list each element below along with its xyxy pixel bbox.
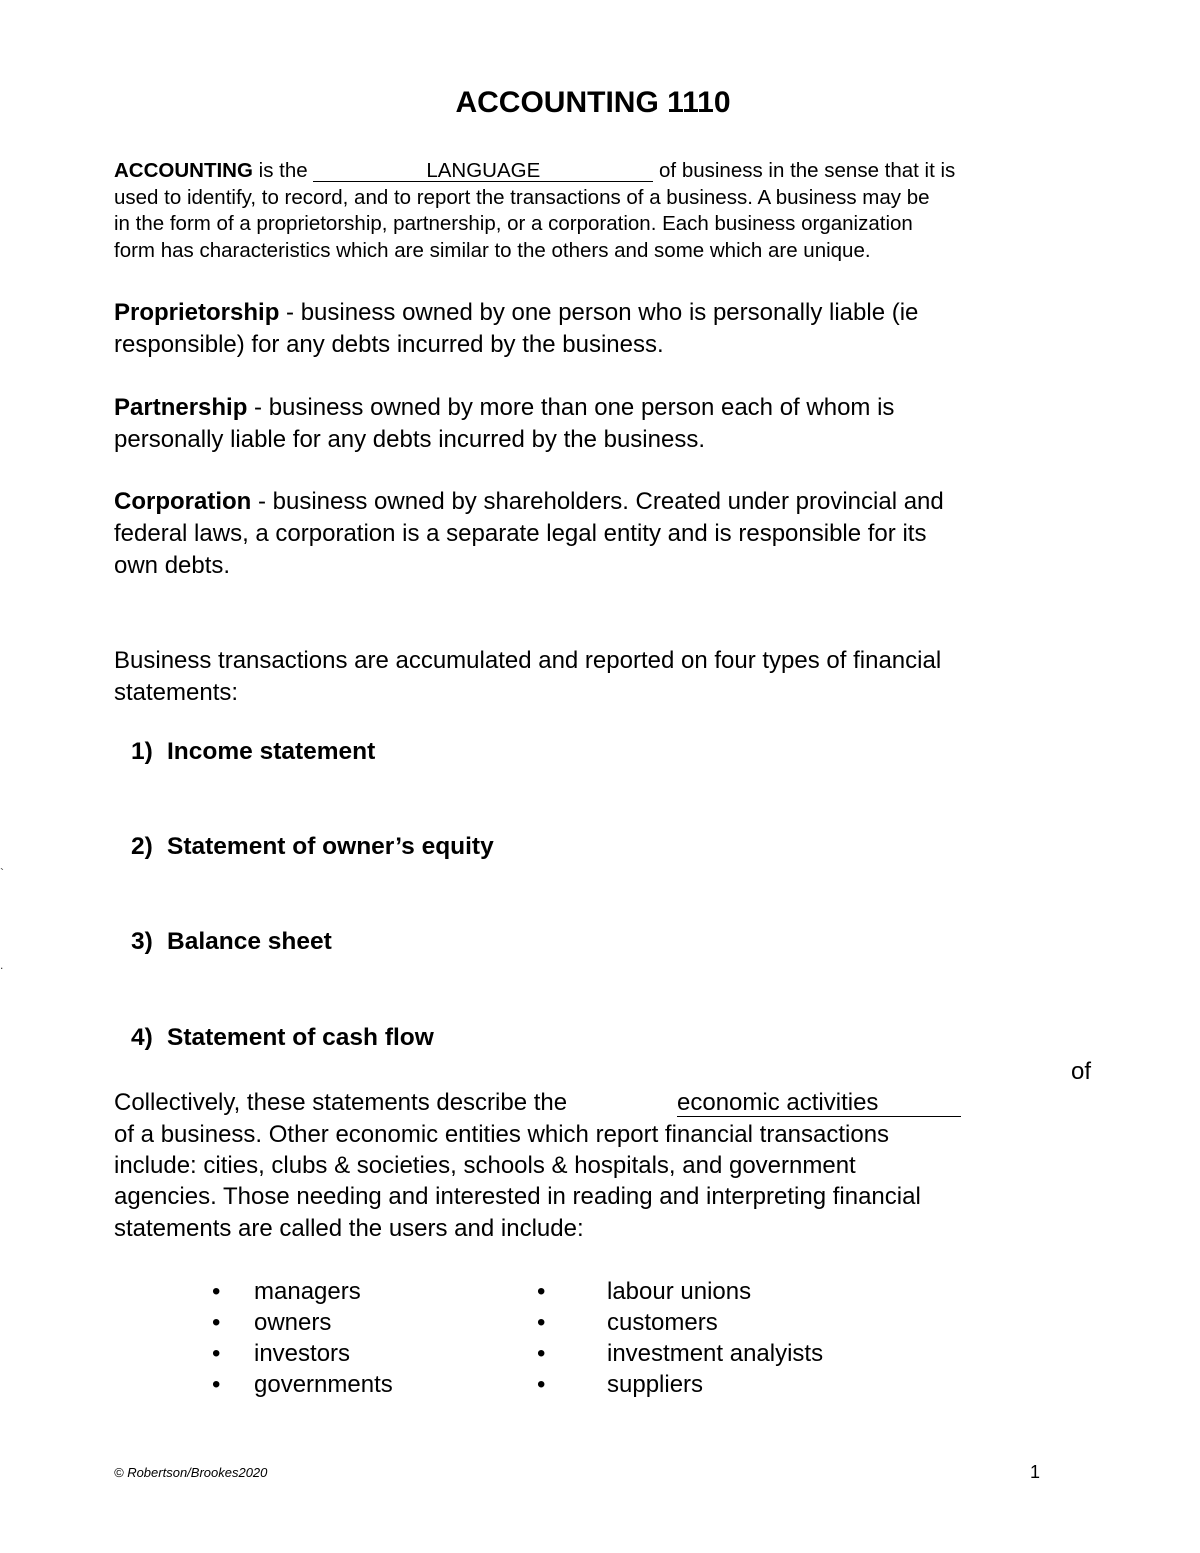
intro-term: ACCOUNTING (114, 159, 253, 182)
bullet: • (537, 1371, 546, 1398)
statement-item (131, 738, 375, 766)
economic-activities-answer: economic activities (677, 1090, 961, 1117)
corporation-def: - business owned by shareholders. Created under provincial and (251, 488, 944, 515)
statement-label: Balance sheet (167, 928, 332, 955)
statement-number: 1) (131, 738, 153, 765)
list-item (537, 1276, 937, 1307)
statements-intro-line-1: Business transactions are accumulated and reported on four types of financial (114, 647, 942, 674)
statement-number: 2) (131, 833, 153, 860)
bullet: • (537, 1278, 546, 1305)
margin-mark: . (0, 958, 4, 972)
bullet: • (212, 1340, 221, 1367)
list-item (537, 1338, 937, 1369)
list-item (212, 1369, 512, 1400)
proprietorship-term: Proprietorship (114, 299, 280, 326)
statements-intro-line-2: statements: (114, 679, 239, 706)
collectively-line-5: statements are called the users and include: (114, 1215, 584, 1242)
language-blank (313, 161, 653, 182)
collectively-line-2: of a business. Other economic entities which report financial transactions (114, 1121, 890, 1148)
language-blank-answer: LANGUAGE (426, 159, 541, 182)
stray-of: of (1071, 1058, 1092, 1085)
user-label: investors (254, 1340, 351, 1367)
user-label: managers (254, 1278, 361, 1305)
collectively-line-3: include: cities, clubs & societies, schools & hospitals, and government (114, 1152, 856, 1179)
collectively-line-1: Collectively, these statements describe the (114, 1089, 568, 1116)
footer-copyright: © Robertson/Brookes2020 (114, 1465, 268, 1480)
users-list-right (537, 1276, 937, 1406)
intro-line-4: form has characteristics which are similar to the others and some which are unique. (114, 239, 871, 262)
user-label: owners (254, 1309, 332, 1336)
partnership-line-2: personally liable for any debts incurred by the business. (114, 426, 705, 453)
partnership-def: - business owned by more than one person each of whom is (247, 394, 895, 421)
corporation-line-3: own debts. (114, 552, 231, 579)
corporation-term: Corporation (114, 488, 252, 515)
list-item (212, 1307, 512, 1338)
user-label: suppliers (607, 1371, 704, 1398)
statement-item (131, 1024, 434, 1052)
statement-item (131, 833, 494, 861)
statement-label: Statement of cash flow (167, 1024, 434, 1051)
bullet: • (212, 1278, 221, 1305)
intro-line-3: in the form of a proprietorship, partnership, or a corporation. Each business organization (114, 212, 913, 235)
bullet: • (212, 1309, 221, 1336)
partnership-term: Partnership (114, 394, 248, 421)
statement-number: 3) (131, 928, 153, 955)
economic-activities-blank (677, 1087, 961, 1119)
user-label: governments (254, 1371, 393, 1398)
bullet: • (537, 1309, 546, 1336)
page-number: 1 (1030, 1462, 1041, 1482)
list-item (537, 1307, 937, 1338)
list-item (537, 1369, 937, 1400)
users-list-left (212, 1276, 512, 1406)
statement-number: 4) (131, 1024, 153, 1051)
user-label: customers (607, 1309, 718, 1336)
partnership-line-1 (114, 392, 894, 424)
collectively-line-4: agencies. Those needing and interested in reading and interpreting financial (114, 1183, 921, 1210)
proprietorship-line-1 (114, 297, 918, 329)
corporation-line-1 (114, 486, 944, 518)
statement-label: Income statement (167, 738, 376, 765)
list-item (212, 1338, 512, 1369)
page-title: ACCOUNTING 1110 (455, 86, 731, 119)
margin-mark: ` (0, 866, 4, 880)
list-item (212, 1276, 512, 1307)
intro-post-blank: of business in the sense that it is (659, 159, 956, 182)
intro-line-1 (114, 158, 955, 185)
statement-item (131, 928, 332, 956)
corporation-line-2: federal laws, a corporation is a separate legal entity and is responsible for its (114, 520, 927, 547)
intro-pre-blank: is the (252, 159, 314, 182)
bullet: • (212, 1371, 221, 1398)
bullet: • (537, 1340, 546, 1367)
proprietorship-def: - business owned by one person who is personally liable (ie (279, 299, 919, 326)
intro-line-2: used to identify, to record, and to report the transactions of a business. A business may be (114, 186, 930, 209)
user-label: investment analyists (607, 1340, 824, 1367)
statement-label: Statement of owner’s equity (167, 833, 494, 860)
user-label: labour unions (607, 1278, 752, 1305)
proprietorship-line-2: responsible) for any debts incurred by the business. (114, 331, 664, 358)
